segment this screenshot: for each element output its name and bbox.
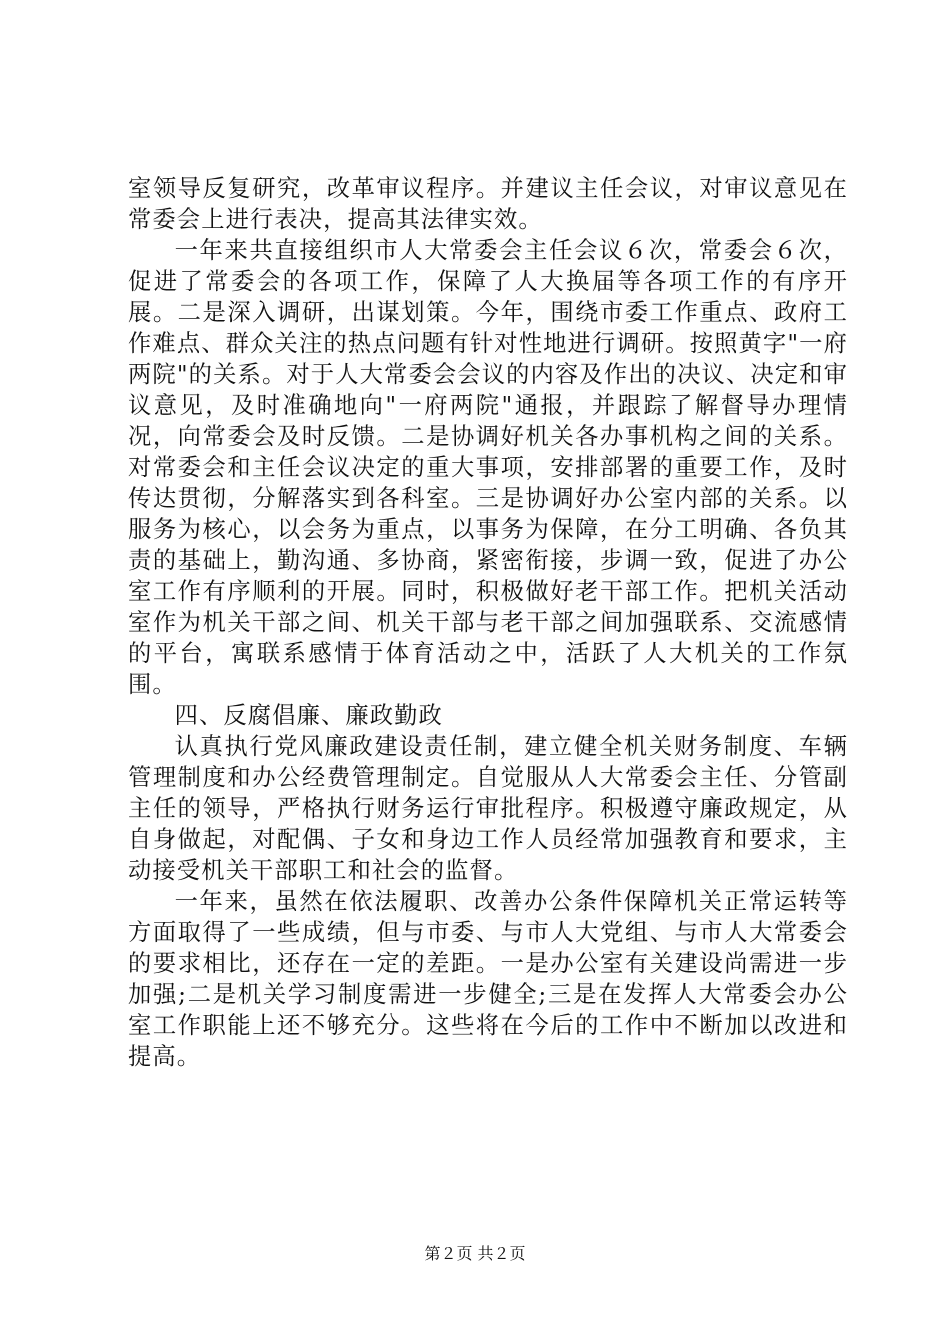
page-number-footer: 第２页 共２页 (424, 1244, 526, 1263)
paragraph-conclusion: 一年来，虽然在依法履职、改善办公条件保障机关正常运转等方面取得了一些成绩，但与市委、与市人大党组、与市人大常委会的要求相比，还存在一定的差距。一是办公室有关建设尚需进一步加强;二是机关学习制度需进一步健全;三是在发挥人大常委会办公室工作职能上还不够充分。这些将在今后的工作中不断加以改进和提高。 (128, 888, 848, 1070)
paragraph-work-summary: 一年来共直接组织市人大常委会主任会议６次，常委会６次，促进了常委会的各项工作，保障了人大换届等各项工作的有序开展。二是深入调研，出谋划策。今年，围绕市委工作重点、政府工作难点、群众关注的热点问题有针对性地进行调研。按照黄字"一府两院"的关系。对于人大常委会会议的内容及作出的决议、决定和审议意见，及时准确地向"一府两院"通报，并跟踪了解督导办理情况，向常委会及时反馈。二是协调好机关各办事机构之间的关系。对常委会和主任会议决定的重大事项，安排部署的重要工作，及时传达贯彻，分解落实到各科室。三是协调好办公室内部的关系。以服务为核心，以会务为重点，以事务为保障，在分工明确、各负其责的基础上，勤沟通、多协商，紧密衔接，步调一致，促进了办公室工作有序顺利的开展。同时，积极做好老干部工作。把机关活动室作为机关干部之间、机关干部与老干部之间加强联系、交流感情的平台，寓联系感情于体育活动之中，活跃了人大机关的工作氛围。 (128, 237, 848, 698)
paragraph-continuation: 室领导反复研究，改革审议程序。并建议主任会议，对审议意见在常委会上进行表决，提高其法律实效。 (128, 175, 848, 233)
document-body (128, 173, 848, 1072)
section-heading-anticorruption: 四、反腐倡廉、廉政勤政 (174, 702, 443, 729)
paragraph-anticorruption: 认真执行党风廉政建设责任制，建立健全机关财务制度、车辆管理制度和办公经费管理制定。自觉服从人大常委会主任、分管副主任的领导，严格执行财务运行审批程序。积极遵守廉政规定，从自身做起，对配偶、子女和身边工作人员经常加强教育和要求，主动接受机关干部职工和社会的监督。 (128, 733, 848, 884)
